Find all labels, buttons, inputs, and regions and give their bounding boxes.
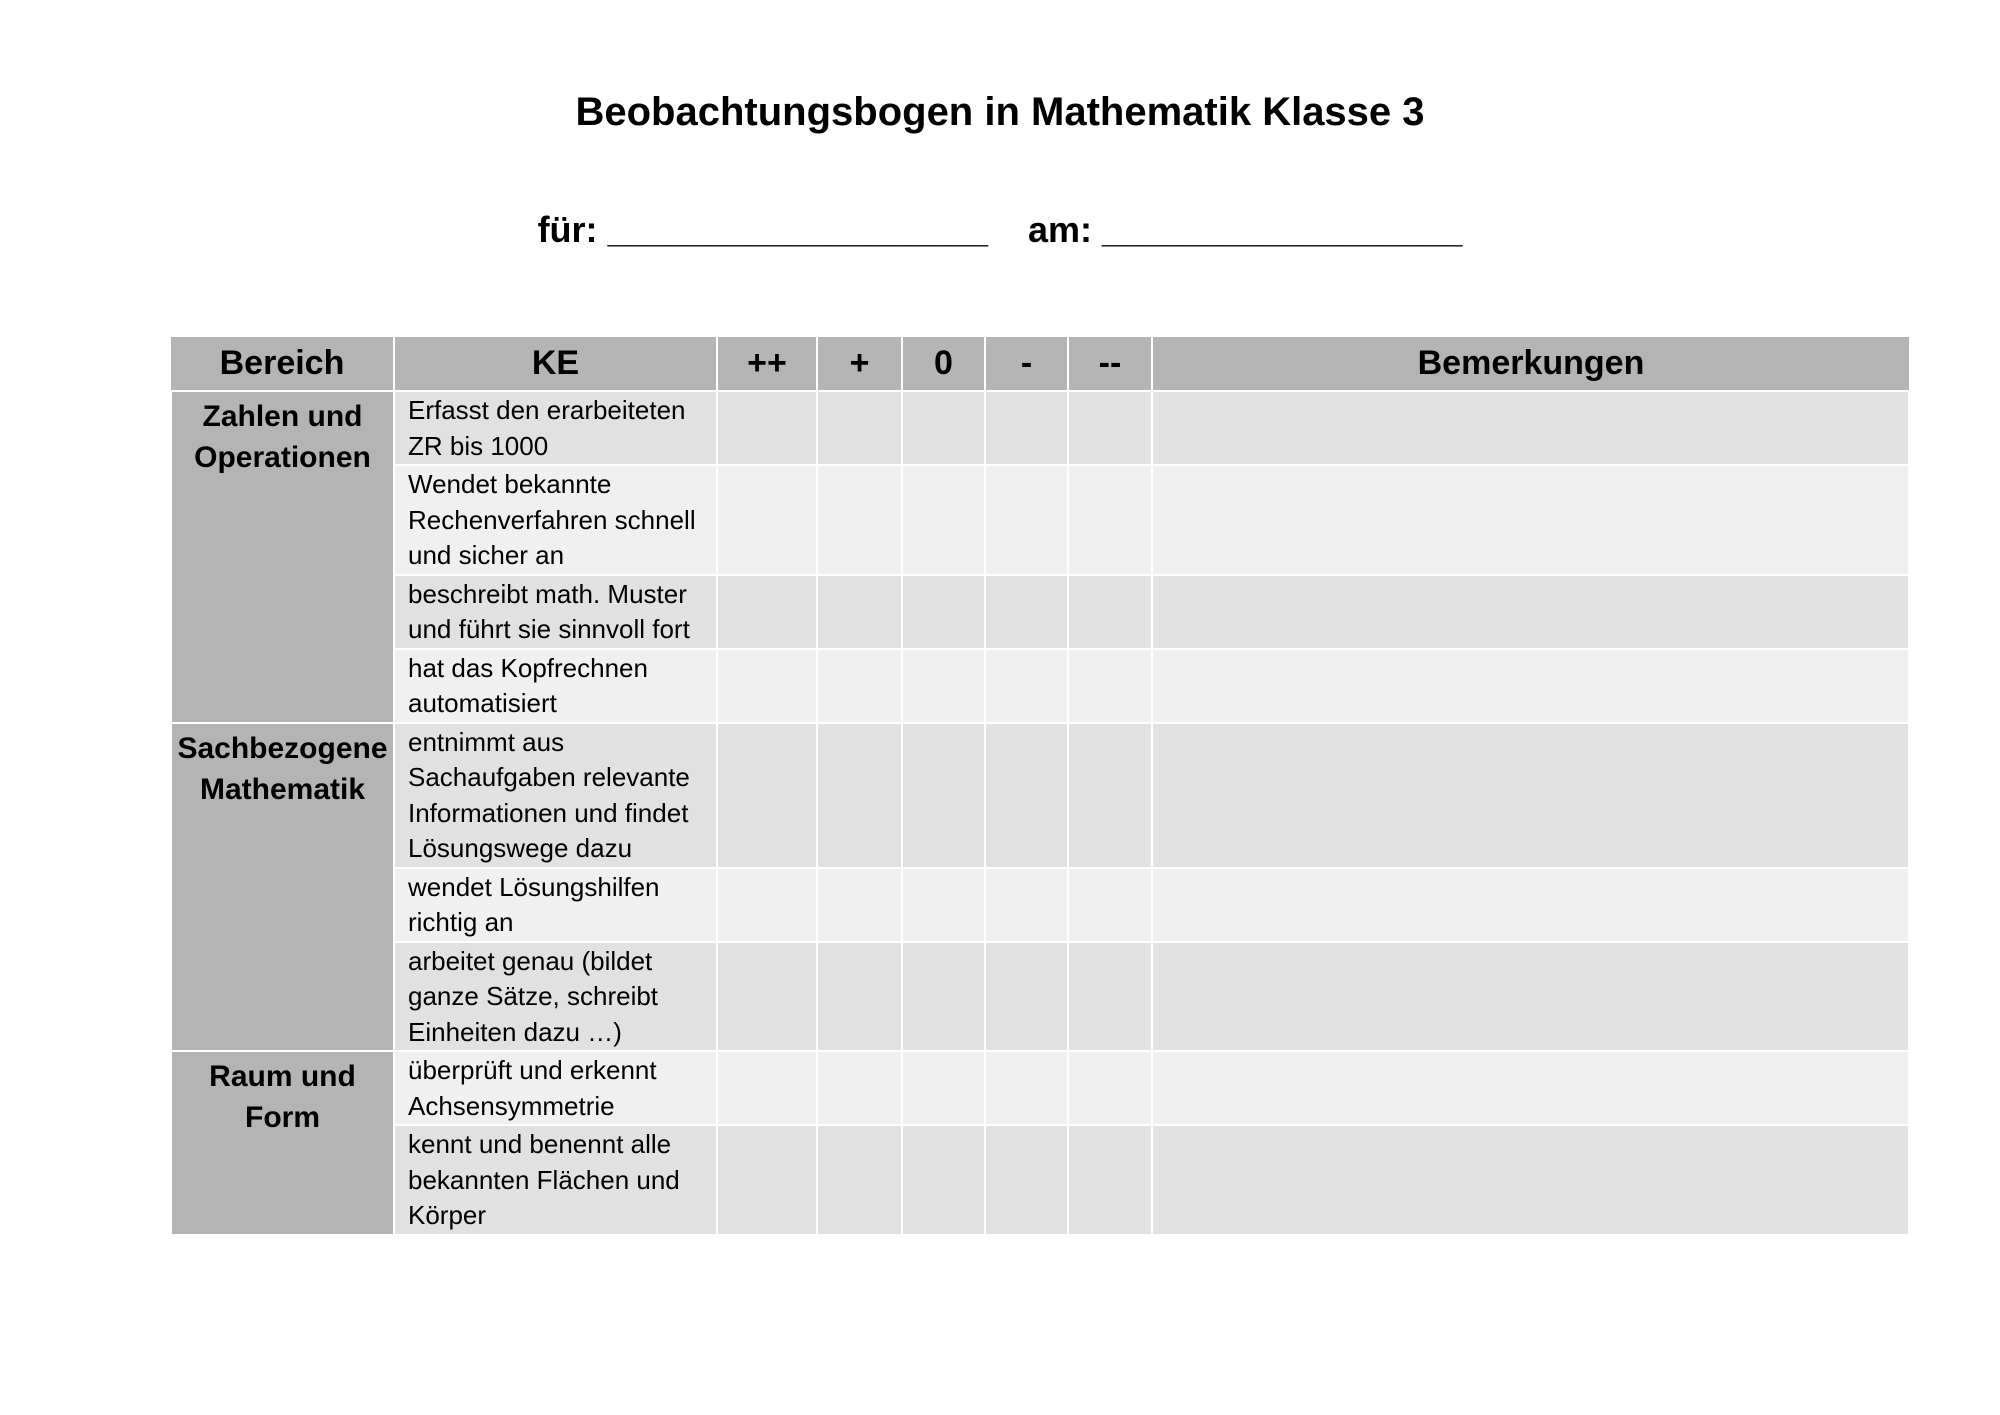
table-row	[171, 942, 1909, 1052]
rating-plus-cell[interactable]	[817, 942, 902, 1052]
header-fields	[0, 205, 2000, 255]
rating-zero-cell[interactable]	[902, 575, 985, 649]
rating-minusminus-cell[interactable]	[1068, 1125, 1152, 1235]
am-label: am:	[1027, 209, 1093, 250]
ke-text: wendet Lösungshilfen richtig an	[394, 868, 717, 942]
rating-minus-cell[interactable]	[985, 942, 1068, 1052]
rating-plus-cell[interactable]	[817, 1125, 902, 1235]
header-minus: -	[985, 337, 1068, 391]
rating-plusplus-cell[interactable]	[717, 942, 817, 1052]
table-row	[171, 1051, 1909, 1125]
ke-text: Wendet bekannte Rechenverfahren schnell und sicher an	[394, 465, 717, 575]
rating-minus-cell[interactable]	[985, 575, 1068, 649]
rating-plusplus-cell[interactable]	[717, 575, 817, 649]
area-sachbezogene-mathematik: Sachbezogene Mathematik	[171, 723, 394, 1052]
remarks-cell[interactable]	[1152, 391, 1909, 465]
rating-minus-cell[interactable]	[985, 1125, 1068, 1235]
rating-minusminus-cell[interactable]	[1068, 391, 1152, 465]
rating-plusplus-cell[interactable]	[717, 391, 817, 465]
rating-minus-cell[interactable]	[985, 465, 1068, 575]
rating-plus-cell[interactable]	[817, 723, 902, 868]
rating-zero-cell[interactable]	[902, 942, 985, 1052]
area-raum-und-form: Raum und Form	[171, 1051, 394, 1235]
remarks-cell[interactable]	[1152, 1051, 1909, 1125]
remarks-cell[interactable]	[1152, 575, 1909, 649]
table-row	[171, 465, 1909, 575]
ke-text: entnimmt aus Sachaufgaben relevante Informationen und findet Lösungswege dazu	[394, 723, 717, 868]
rating-plusplus-cell[interactable]	[717, 1125, 817, 1235]
ke-text: kennt und benennt alle bekannten Flächen und Körper	[394, 1125, 717, 1235]
table-row	[171, 391, 1909, 465]
rating-plusplus-cell[interactable]	[717, 649, 817, 723]
am-line[interactable]: __________________	[1102, 209, 1463, 250]
remarks-cell[interactable]	[1152, 649, 1909, 723]
rating-plus-cell[interactable]	[817, 575, 902, 649]
rating-zero-cell[interactable]	[902, 1051, 985, 1125]
header-plus: +	[817, 337, 902, 391]
header-plusplus: ++	[717, 337, 817, 391]
rating-plus-cell[interactable]	[817, 1051, 902, 1125]
remarks-cell[interactable]	[1152, 868, 1909, 942]
table-row	[171, 723, 1909, 868]
header-ke: KE	[394, 337, 717, 391]
rating-minusminus-cell[interactable]	[1068, 465, 1152, 575]
header-zero: 0	[902, 337, 985, 391]
rating-minus-cell[interactable]	[985, 868, 1068, 942]
table-row	[171, 649, 1909, 723]
fuer-line[interactable]: ___________________	[607, 209, 988, 250]
header-bemerkungen: Bemerkungen	[1152, 337, 1909, 391]
rating-zero-cell[interactable]	[902, 649, 985, 723]
rating-plusplus-cell[interactable]	[717, 868, 817, 942]
remarks-cell[interactable]	[1152, 1125, 1909, 1235]
rating-plusplus-cell[interactable]	[717, 1051, 817, 1125]
rating-zero-cell[interactable]	[902, 868, 985, 942]
rating-minusminus-cell[interactable]	[1068, 575, 1152, 649]
rating-minusminus-cell[interactable]	[1068, 942, 1152, 1052]
rating-minusminus-cell[interactable]	[1068, 868, 1152, 942]
remarks-cell[interactable]	[1152, 465, 1909, 575]
header-bereich: Bereich	[171, 337, 394, 391]
rating-zero-cell[interactable]	[902, 1125, 985, 1235]
fuer-label: für:	[537, 209, 598, 250]
header-minusminus: --	[1068, 337, 1152, 391]
table-row	[171, 575, 1909, 649]
remarks-cell[interactable]	[1152, 942, 1909, 1052]
page-title: Beobachtungsbogen in Mathematik Klasse 3	[575, 90, 1425, 134]
table-row	[171, 868, 1909, 942]
ke-text: überprüft und erkennt Achsensymmetrie	[394, 1051, 717, 1125]
remarks-cell[interactable]	[1152, 723, 1909, 868]
table-row	[171, 1125, 1909, 1235]
rating-minus-cell[interactable]	[985, 649, 1068, 723]
rating-plusplus-cell[interactable]	[717, 723, 817, 868]
observation-table	[170, 337, 1910, 1236]
ke-text: Erfasst den erarbeiteten ZR bis 1000	[394, 391, 717, 465]
rating-minusminus-cell[interactable]	[1068, 1051, 1152, 1125]
header-row	[171, 337, 1909, 391]
rating-zero-cell[interactable]	[902, 391, 985, 465]
rating-minusminus-cell[interactable]	[1068, 649, 1152, 723]
rating-plus-cell[interactable]	[817, 391, 902, 465]
rating-minus-cell[interactable]	[985, 1051, 1068, 1125]
ke-text: hat das Kopfrechnen automatisiert	[394, 649, 717, 723]
ke-text: beschreibt math. Muster und führt sie sinnvoll fort	[394, 575, 717, 649]
rating-plusplus-cell[interactable]	[717, 465, 817, 575]
rating-zero-cell[interactable]	[902, 465, 985, 575]
rating-minus-cell[interactable]	[985, 391, 1068, 465]
rating-minus-cell[interactable]	[985, 723, 1068, 868]
rating-minusminus-cell[interactable]	[1068, 723, 1152, 868]
area-zahlen-und-operationen: Zahlen und Operationen	[171, 391, 394, 723]
rating-plus-cell[interactable]	[817, 649, 902, 723]
rating-plus-cell[interactable]	[817, 868, 902, 942]
rating-zero-cell[interactable]	[902, 723, 985, 868]
rating-plus-cell[interactable]	[817, 465, 902, 575]
ke-text: arbeitet genau (bildet ganze Sätze, schreibt Einheiten dazu …)	[394, 942, 717, 1052]
